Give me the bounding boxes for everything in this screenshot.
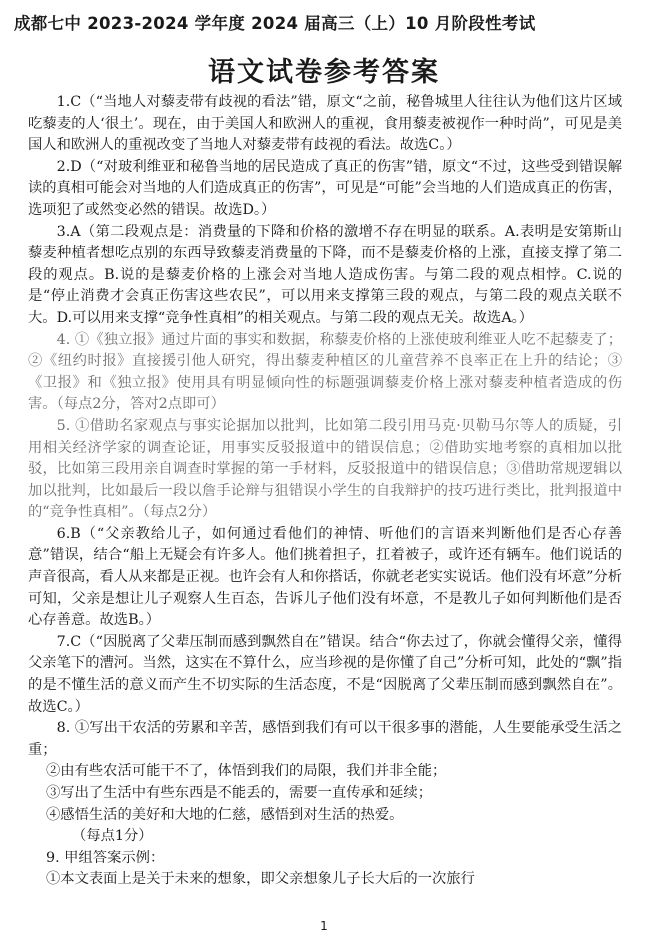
answer-q3: 3.A（第二段观点是：消费量的下降和价格的激增不存在明显的联系。A.表明是安第斯山藜麦种植者想吃点别的东西导致藜麦消费量的下降，而不是藜麦价格的上涨，直接支撑了第二段的观点。B.说的是藜麦价格的上涨会对当地人造成伤害。与第二段的观点相悖。C.说的是“停止消费才会真正伤害这些农民”，可以用来支撑第三段的观点，与第二段的观点关联不大。D.可以用来支撑“竞争性真相”的相关观点。与第二段的观点无关。故选A。）: [28, 223, 622, 326]
answer-q2: 2.D（“对玻利维亚和秘鲁当地的居民造成了真正的伤害”错，原文“不过，这些受到错误解读的真相可能会对当地的人们造成真正的伤害”，可见是“可能”会当地的人们造成真正的伤害，选项犯了或然变必然的错误。故选D。）: [28, 158, 622, 218]
answer-q8-score-note: （每点1分）: [72, 828, 153, 845]
answer-q9-lead: 9. 甲组答案示例：: [46, 849, 165, 866]
answer-q1: 1.C（“当地人对藜麦带有歧视的看法”错，原文“之前，秘鲁城里人往往认为他们这片区域吃藜麦的人‘很土’。现在，由于美国人和欧洲人的重视，食用藜麦被视作一种时尚”，可见是美国人和欧洲人的重视改变了当地人对藜麦带有歧视的看法。故选C。）: [28, 94, 622, 154]
answer-q7: 7.C（“因脱离了父辈压制而感到飘然自在”错误。结合“你去过了，你就会懂得父亲，懂得父亲笔下的漕河。当然，这实在不算什么，应当珍视的是你懂了自己”分析可知，此处的“飘”指的是不懂生活的意义而产生不切实际的生活态度，不是“因脱离了父辈压制而感到飘然自在”。故选C。）: [28, 633, 622, 715]
answer-body: [28, 92, 622, 891]
exam-header: 成都七中 2023-2024 学年度 2024 届高三（上）10 月阶段性考试: [14, 14, 536, 33]
document-title: 语文试卷参考答案: [208, 57, 440, 88]
answer-q9-point-1: ①本文表面上是关于未来的想象，即父亲想象儿子长大后的一次旅行: [46, 871, 475, 888]
answer-q4: 4. ①《独立报》通过片面的事实和数据，称藜麦价格的上涨使玻利维亚人吃不起藜麦了；②《纽约时报》直接援引他人研究，得出藜麦种植区的儿童营养不良率正在上升的结论；③《卫报》和《独立报》使用具有明显倾向性的标题强调藜麦价格上涨对藜麦种植者造成的伤害。（每点2分，答对2点即可）: [28, 331, 622, 413]
page-number: 1: [320, 919, 328, 933]
answer-q5: 5. ①借助名家观点与事实论据加以批判，比如第二段引用马克·贝勒马尔等人的质疑，引用相关经济学家的调查论证，用事实反驳报道中的错误信息；②借助实地考察的真相加以批驳，比如第三段用亲自调查时掌握的第一手材料，反驳报道中的错误信息；③借助常规逻辑以加以批判，比如最后一段以詹手论辩与狙错误小学生的自我辩护的技巧进行类比，批判报道中的“竞争性真相”。（每点2分）: [28, 417, 622, 521]
answer-q6: 6.B（“父亲教给儿子，如何通过看他们的神情、听他们的言语来判断他们是否心存善意”错误，结合“船上无疑会有许多人。他们挑着担子，扛着被子，或许还有辆车。他们说话的声音很高，看人从来都是正视。也许会有人和你搭话，你就老老实实说话。他们没有坏意”分析可知，父亲是想让儿子观察人生百态，告诉儿子他们没有坏意，不是教儿子如何判断他们是否心存善意。故选B。）: [28, 525, 622, 629]
answer-q8-point-4: ④感悟生活的美好和大地的仁慈，感悟到对生活的热爱。: [46, 806, 404, 823]
answer-q8-point-3: ③写出了生活中有些东西是不能丢的，需要一直传承和延续；: [46, 785, 433, 801]
answer-q8-point-2: ②由有些农活可能干不了，体悟到我们的局限，我们并非全能；: [46, 763, 447, 780]
answer-q8-lead: 8. ①写出干农活的劳累和辛苦，感悟到我们有可以干很多事的潜能，人生要能承受生活之重；: [28, 720, 622, 758]
